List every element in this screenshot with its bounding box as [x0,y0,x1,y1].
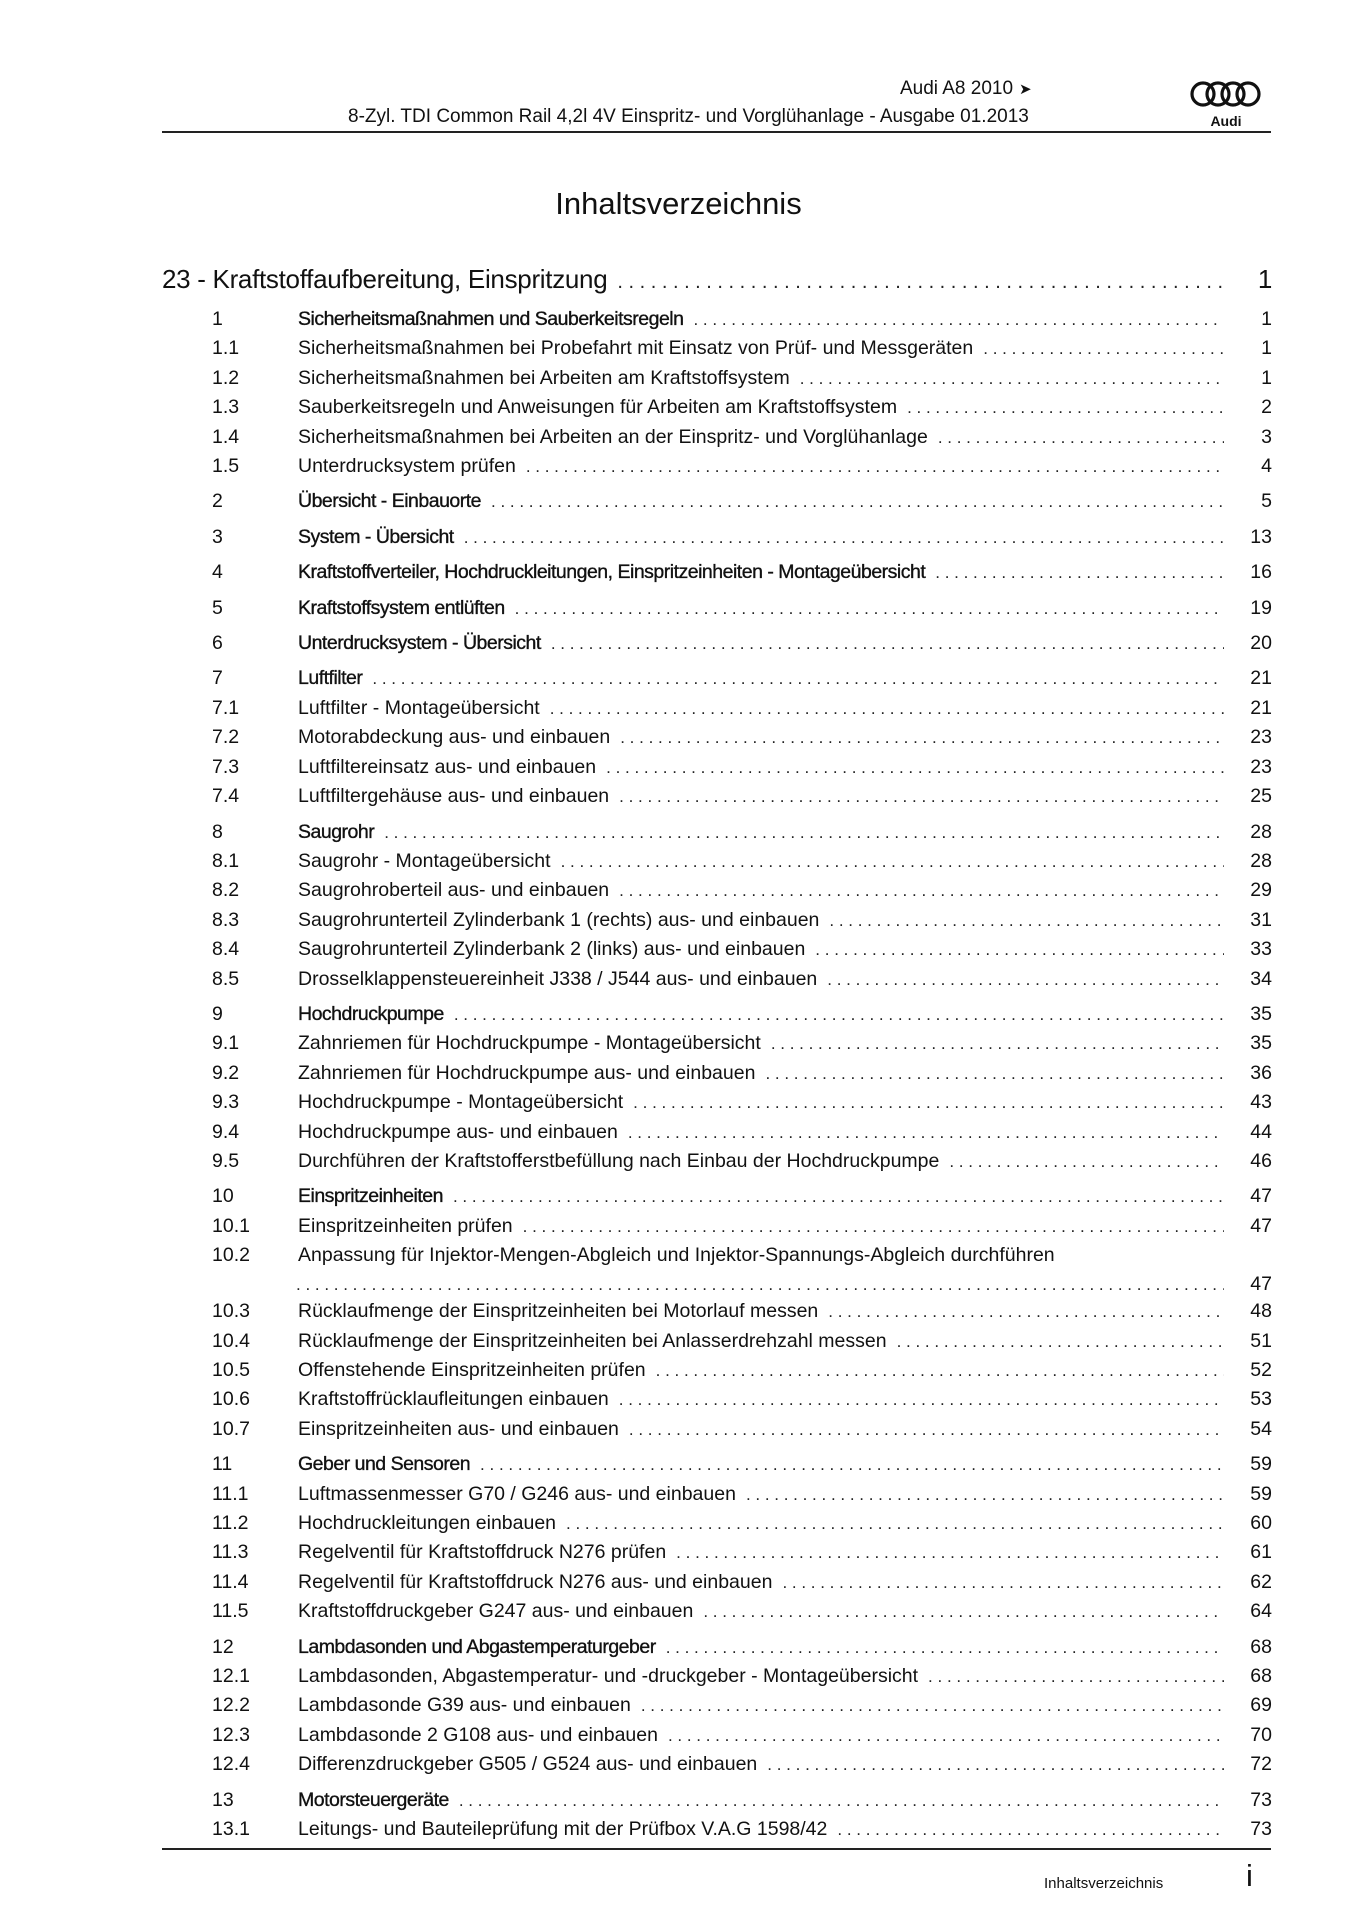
entry-page: 61 [1250,1541,1272,1564]
entry-number: 10.1 [212,1214,250,1237]
entry-page: 13 [1250,525,1272,548]
toc-subsection[interactable] [162,334,1272,363]
entry-title: Luftfilter - Montageübersicht [298,696,540,719]
entry-page: 73 [1250,1818,1272,1841]
entry-title: Saugrohr [298,820,375,843]
entry-page: 28 [1250,820,1272,843]
entry-title: Sicherheitsmaßnahmen bei Arbeiten am Kraftstoffsystem [298,366,790,389]
logo-text: Audi [1210,113,1242,129]
entry-title: Luftfilter [298,667,363,690]
toc-subsection[interactable] [162,753,1272,782]
entry-number: 6 [212,632,223,655]
entry-number: 9.1 [212,1032,240,1055]
toc-subsection[interactable] [162,1118,1272,1147]
entry-page: 36 [1250,1061,1272,1084]
dot-leader [746,1481,1224,1509]
dot-leader [641,1692,1224,1720]
entry-page: 29 [1250,879,1272,902]
entry-title: Differenzdruckgeber G505 / G524 aus- und einbauen [298,1753,758,1776]
dot-leader [800,365,1224,393]
entry-title: Saugrohrunterteil Zylinderbank 2 (links) aus- und einbauen [298,938,806,961]
entry-number: 13 [212,1788,234,1811]
entry-number: 2 [212,490,223,513]
entry-number: 12.3 [212,1723,250,1746]
dot-leader [703,1598,1224,1626]
dot-leader [561,848,1224,876]
entry-page: 28 [1250,849,1272,872]
dot-leader [523,1213,1224,1241]
entry-page: 33 [1250,938,1272,961]
toc-subsection[interactable] [162,393,1272,422]
entry-page: 70 [1250,1723,1272,1746]
toc-section[interactable] [162,305,1272,334]
dot-leader [296,1271,1224,1299]
dot-leader [837,1816,1224,1844]
entry-number: 11.2 [212,1512,249,1535]
toc-subsection[interactable] [162,1750,1272,1779]
arrow-icon: ➤ [1019,81,1032,98]
entry-title: Hochdruckleitungen einbauen [298,1512,557,1535]
entry-title: Offenstehende Einspritzeinheiten prüfen [298,1359,646,1381]
dot-leader [619,1386,1224,1414]
dot-leader [765,1060,1224,1088]
toc-section[interactable] [162,1633,1272,1662]
entry-page: 54 [1250,1417,1272,1440]
entry-number: 10.6 [212,1388,250,1411]
toc-subsection[interactable] [162,876,1272,905]
entry-page: 72 [1250,1753,1272,1776]
entry-title: Übersicht - Einbauorte [298,490,482,513]
footer-page-number: i [1246,1858,1253,1893]
toc-subsection[interactable] [162,423,1272,452]
entry-number: 8 [212,820,223,843]
page-title: Inhaltsverzeichnis [555,186,802,221]
dot-leader [515,595,1224,623]
toc-subsection[interactable] [162,1356,1272,1385]
dot-leader [782,1569,1224,1597]
toc-section[interactable] [162,629,1272,658]
entry-title: Durchführen der Kraftstofferstbefüllung nach Einbau der Hochdruckpumpe [298,1149,940,1172]
entry-title: Lambdasonde G39 aus- und einbauen [298,1694,631,1717]
entry-title: Kraftstoffrücklaufleitungen einbauen [298,1388,609,1411]
dot-leader [938,424,1224,452]
toc-section[interactable] [162,487,1272,516]
entry-page: 21 [1250,696,1272,719]
dot-leader [606,754,1224,782]
entry-number: 1 [212,308,223,330]
entry-title: Hochdruckpumpe aus- und einbauen [298,1120,618,1143]
entry-title: Hochdruckpumpe [298,1002,444,1025]
entry-number: 1.1 [212,337,240,360]
toc-subsection[interactable] [162,1241,1272,1297]
toc-subsection[interactable] [162,694,1272,723]
footer-divider [162,1848,1271,1850]
dot-leader [566,1510,1224,1538]
dot-leader [619,877,1224,905]
audi-logo-icon [1187,74,1267,134]
dot-leader [983,335,1224,363]
dot-leader [453,1183,1224,1211]
toc-subsection[interactable] [162,1059,1272,1088]
toc-subsection[interactable] [162,1597,1272,1626]
entry-page: 35 [1250,1032,1272,1055]
entry-title: Unterdrucksystem - Übersicht [298,632,541,655]
entry-title: Leitungs- und Bauteileprüfung mit der Prüfbox V.A.G 1598/42 [298,1818,828,1841]
header-model [900,78,1032,100]
entry-page: 64 [1250,1600,1272,1623]
entry-number: 12.2 [212,1694,250,1717]
toc-subsection[interactable] [162,1147,1272,1176]
entry-page: 3 [1261,425,1272,448]
dot-leader [550,695,1224,723]
toc-section[interactable] [162,664,1272,693]
entry-number: 9.4 [212,1120,240,1143]
toc-section[interactable] [162,558,1272,587]
toc-subsection[interactable] [162,1691,1272,1720]
entry-page: 48 [1250,1300,1272,1323]
entry-title: Regelventil für Kraftstoffdruck N276 aus- und einbauen [298,1570,773,1593]
dot-leader [619,783,1224,811]
dot-leader [928,1663,1224,1691]
toc-section[interactable] [162,1786,1272,1815]
toc-section[interactable] [162,594,1272,623]
entry-number: 10.5 [212,1359,250,1381]
entry-title: Regelventil für Kraftstoffdruck N276 prüfen [298,1541,667,1564]
entry-page: 25 [1250,785,1272,808]
entry-page: 52 [1250,1359,1272,1381]
entry-title: Drosselklappensteuereinheit J338 / J544 aus- und einbauen [298,967,818,990]
entry-number: 8.4 [212,938,240,961]
entry-page: 47 [1250,1185,1272,1208]
toc-subsection[interactable] [162,1029,1272,1058]
entry-title: Sauberkeitsregeln und Anweisungen für Arbeiten am Kraftstoffsystem [298,396,898,419]
entry-page: 59 [1250,1453,1272,1476]
toc-subsection[interactable] [162,1480,1272,1509]
toc-subsection[interactable] [162,1212,1272,1241]
toc-subsection[interactable] [162,1538,1272,1567]
entry-page: 20 [1250,632,1272,655]
dot-leader [897,1328,1224,1356]
dot-leader [454,1001,1224,1029]
dot-leader [633,1089,1224,1117]
table-of-contents [162,262,1272,1845]
entry-page: 5 [1261,490,1272,513]
entry-title: Rücklaufmenge der Einspritzeinheiten bei Motorlauf messen [298,1300,819,1323]
toc-chapter[interactable] [162,262,1272,299]
toc-subsection[interactable] [162,1297,1272,1326]
toc-subsection[interactable] [162,452,1272,481]
toc-subsection[interactable] [162,1415,1272,1444]
dot-leader [907,394,1224,422]
entry-title: Luftfiltereinsatz aus- und einbauen [298,755,597,778]
header-divider [162,131,1271,133]
entry-page: 2 [1261,396,1272,419]
toc-subsection[interactable] [162,782,1272,811]
entry-title: Lambdasonden und Abgastemperaturgeber [298,1635,656,1658]
toc-subsection[interactable] [162,1509,1272,1538]
dot-leader [949,1148,1224,1176]
dot-leader [480,1451,1224,1479]
entry-page: 68 [1250,1665,1272,1688]
chapter-title: 23 - Kraftstoffaufbereitung, Einspritzung [162,264,608,294]
entry-page: 4 [1261,455,1272,478]
chapter-page: 1 [1257,264,1272,294]
dot-leader [551,630,1224,658]
entry-number: 8.2 [212,879,240,902]
toc-subsection[interactable] [162,906,1272,935]
entry-page: 47 [1250,1214,1272,1237]
entry-title: Kraftstoffsystem entlüften [298,596,505,619]
dot-leader [767,1751,1224,1779]
entry-title: Kraftstoffverteiler, Hochdruckleitungen, Einspritzeinheiten - Montageübersicht [298,561,926,584]
entry-title: Motorsteuergeräte [298,1788,449,1811]
entry-number: 9 [212,1002,223,1025]
toc-subsection[interactable] [162,1815,1272,1844]
dot-leader [629,1416,1224,1444]
toc-section[interactable] [162,1450,1272,1479]
entry-number: 10 [212,1185,234,1208]
entry-title: Lambdasonden, Abgastemperatur- und -druckgeber - Montageübersicht [298,1665,919,1688]
toc-subsection[interactable] [162,1721,1272,1750]
entry-number: 12 [212,1635,234,1658]
toc-section[interactable] [162,1182,1272,1211]
toc-subsection[interactable] [162,965,1272,994]
entry-page: 59 [1250,1482,1272,1505]
dot-leader [620,724,1224,752]
toc-section[interactable] [162,523,1272,552]
entry-page: 35 [1250,1002,1272,1025]
entry-page: 23 [1250,755,1272,778]
entry-page: 23 [1250,726,1272,749]
entry-number: 3 [212,525,223,548]
entry-page: 53 [1250,1388,1272,1411]
toc-subsection[interactable] [162,1088,1272,1117]
header-subtitle: 8-Zyl. TDI Common Rail 4,2l 4V Einspritz- und Vorglühanlage - Ausgabe 01.2013 [348,106,1029,127]
entry-number: 9.2 [212,1061,240,1084]
entry-number: 12.1 [212,1665,250,1688]
entry-number: 1.3 [212,396,240,419]
entry-number: 9.5 [212,1149,240,1172]
entry-number: 11.4 [212,1570,249,1593]
dot-leader [771,1030,1224,1058]
toc-subsection[interactable] [162,1385,1272,1414]
dot-leader [935,559,1224,587]
toc-subsection[interactable] [162,847,1272,876]
entry-title: Einspritzeinheiten aus- und einbauen [298,1417,619,1440]
toc-subsection[interactable] [162,935,1272,964]
toc-section[interactable] [162,1000,1272,1029]
dot-leader [693,306,1224,334]
entry-number: 8.5 [212,967,240,990]
entry-title: Zahnriemen für Hochdruckpumpe aus- und einbauen [298,1061,756,1084]
entry-page: 19 [1250,596,1272,619]
entry-number: 10.7 [212,1417,250,1440]
entry-title: Luftmassenmesser G70 / G246 aus- und einbauen [298,1482,736,1505]
entry-page: 51 [1250,1329,1272,1352]
entry-title: Geber und Sensoren [298,1453,471,1476]
entry-title: Saugrohroberteil aus- und einbauen [298,879,610,902]
entry-page: 21 [1250,667,1272,690]
dot-leader [464,524,1224,552]
entry-title: Einspritzeinheiten [298,1185,443,1208]
entry-title: Hochdruckpumpe - Montageübersicht [298,1091,624,1114]
toc-section[interactable] [162,818,1272,847]
entry-number: 9.3 [212,1091,240,1114]
entry-page: 68 [1250,1635,1272,1658]
dot-leader [384,819,1224,847]
entry-number: 11.1 [212,1482,249,1505]
entry-title: Rücklaufmenge der Einspritzeinheiten bei Anlasserdrehzahl messen [298,1329,887,1352]
entry-page: 1 [1261,337,1272,360]
entry-title: Sicherheitsmaßnahmen bei Probefahrt mit Einsatz von Prüf- und Messgeräten [298,337,974,360]
entry-page: 1 [1261,308,1272,330]
entry-page: 31 [1250,908,1272,931]
entry-title: Sicherheitsmaßnahmen bei Arbeiten an der Einspritz- und Vorglühanlage [298,425,928,448]
dot-leader [828,1298,1224,1326]
entry-page: 1 [1261,366,1272,389]
entry-number: 11 [212,1453,233,1476]
dot-leader [628,1119,1224,1147]
entry-number: 7.1 [212,696,240,719]
entry-number: 12.4 [212,1753,250,1776]
dot-leader [827,966,1224,994]
entry-number: 10.4 [212,1329,250,1352]
entry-title: Kraftstoffdruckgeber G247 aus- und einbauen [298,1600,694,1623]
entry-number: 5 [212,596,223,619]
model-label: Audi A8 2010 [900,78,1014,99]
entry-title: System - Übersicht [298,525,454,548]
dot-leader [372,665,1224,693]
toc-subsection[interactable] [162,1662,1272,1691]
entry-title: Zahnriemen für Hochdruckpumpe - Montageübersicht [298,1032,761,1055]
entry-title: Unterdrucksystem prüfen [298,455,516,478]
dot-leader [491,488,1224,516]
entry-number: 10.2 [212,1244,250,1267]
entry-title: Sicherheitsmaßnahmen und Sauberkeitsregeln [298,308,684,330]
dot-leader [617,265,1224,299]
entry-title: Saugrohr - Montageübersicht [298,849,551,872]
dot-leader [656,1357,1224,1385]
toc-subsection[interactable] [162,723,1272,752]
dot-leader [666,1634,1224,1662]
entry-page: 43 [1250,1091,1272,1114]
dot-leader [459,1787,1224,1815]
entry-page: 44 [1250,1120,1272,1143]
entry-number: 8.3 [212,908,240,931]
entry-page: 69 [1250,1694,1272,1717]
entry-number: 8.1 [212,849,240,872]
entry-number: 1.4 [212,425,240,448]
toc-subsection[interactable] [162,364,1272,393]
entry-number: 11.5 [212,1600,249,1623]
entry-number: 1.2 [212,366,240,389]
entry-title: Motorabdeckung aus- und einbauen [298,726,611,749]
entry-page: 34 [1250,967,1272,990]
entry-title: Luftfiltergehäuse aus- und einbauen [298,785,610,808]
footer-label: Inhaltsverzeichnis [1044,1875,1164,1892]
entry-number: 7 [212,667,223,690]
entry-title: Anpassung für Injektor-Mengen-Abgleich und Injektor-Spannungs-Abgleich durchführen [298,1244,1055,1267]
toc-subsection[interactable] [162,1568,1272,1597]
entry-title: Lambdasonde 2 G108 aus- und einbauen [298,1723,658,1746]
entry-title: Einspritzeinheiten prüfen [298,1214,513,1237]
entry-page: 47 [1250,1272,1272,1295]
dot-leader [829,907,1224,935]
entry-number: 11.3 [212,1541,249,1564]
entry-number: 13.1 [212,1818,250,1841]
dot-leader [526,453,1224,481]
entry-number: 10.3 [212,1300,250,1323]
entry-page: 60 [1250,1512,1272,1535]
entry-page: 46 [1250,1149,1272,1172]
entry-number: 1.5 [212,455,240,478]
entry-page: 62 [1250,1570,1272,1593]
entry-page: 16 [1250,561,1272,584]
entry-number: 7.2 [212,726,240,749]
toc-subsection[interactable] [162,1327,1272,1356]
entry-number: 4 [212,561,223,584]
dot-leader [815,936,1224,964]
dot-leader [676,1539,1224,1567]
entry-title: Saugrohrunterteil Zylinderbank 1 (rechts) aus- und einbauen [298,908,820,931]
entry-page: 73 [1250,1788,1272,1811]
entry-number: 7.3 [212,755,240,778]
dot-leader [668,1722,1224,1750]
entry-number: 7.4 [212,785,240,808]
